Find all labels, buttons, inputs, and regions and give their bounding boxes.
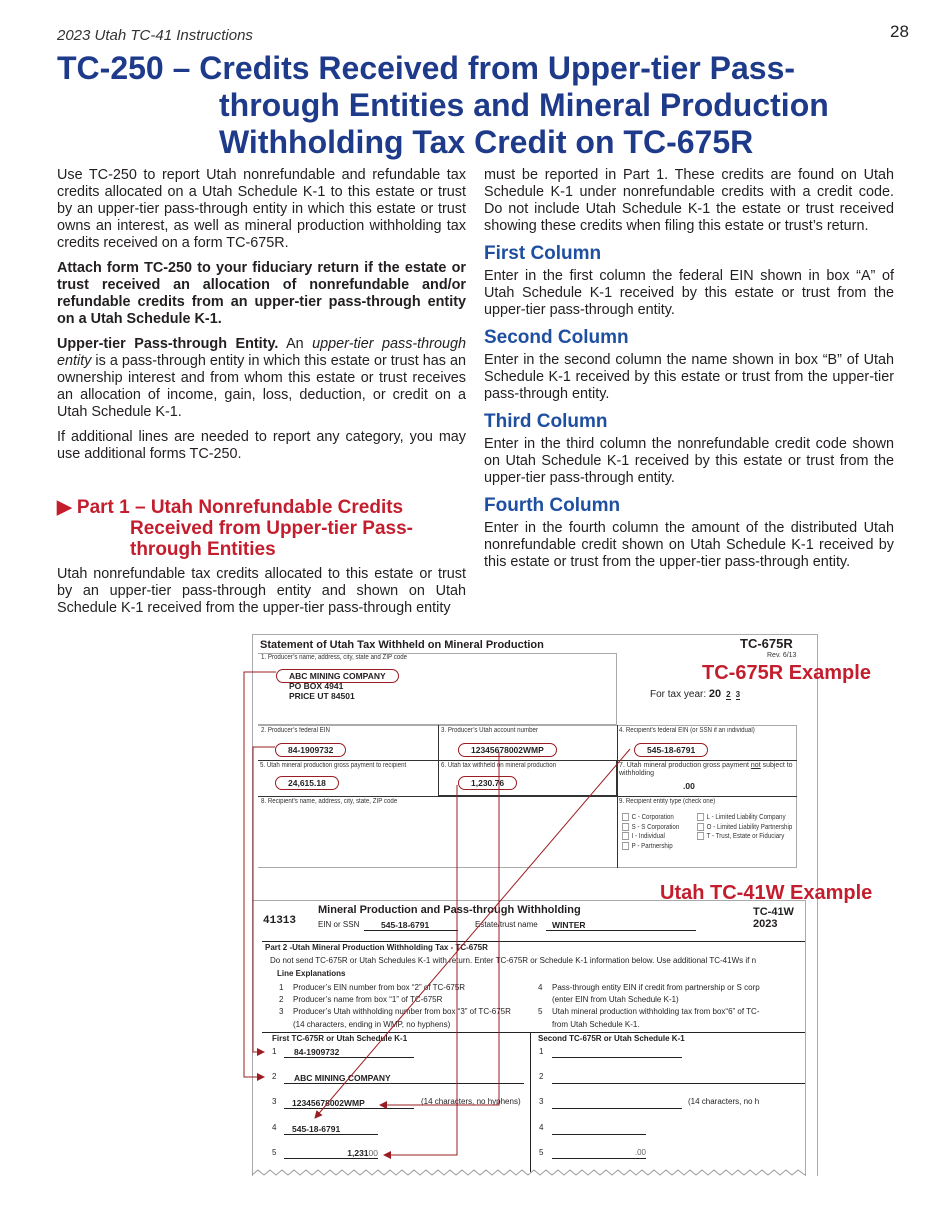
tax-year-label: For tax year: bbox=[650, 689, 707, 700]
entity-type: C - Corporation bbox=[631, 814, 674, 821]
producer-address: PO BOX 4941 bbox=[289, 681, 344, 691]
t: Producer’s Utah withholding number from box “3” of TC-675R bbox=[293, 1007, 511, 1017]
t: from Utah Schedule K-1. bbox=[552, 1019, 640, 1029]
t: (14 characters, ending in WMP, no hyphens) bbox=[293, 1019, 451, 1029]
t: Producer’s name from box “1” of TC-675R bbox=[293, 995, 443, 1005]
line-2-field[interactable]: ABC MINING COMPANY bbox=[284, 1073, 524, 1084]
continued-paragraph: must be reported in Part 1. These credits are found on Utah Schedule K-1 under nonrefundable credits with a credit code. Do not include Utah Schedule K-1 the estate or trust received showing these credits when filing this estate or trust’s return. bbox=[484, 167, 894, 234]
entity-type: O - Limited Liability Partnership bbox=[706, 823, 793, 831]
second-column-heading: Second Column bbox=[484, 327, 629, 348]
first-column-text: Enter in the first column the federal EIN shown in box “A” of Utah Schedule K-1 received by this estate or trust from the upper-tier pass-through entity. bbox=[484, 268, 894, 318]
title-line-1: TC-250 – Credits Received from Upper-tier Pass- bbox=[57, 50, 796, 86]
second-line-3-note: (14 characters, no h bbox=[688, 1097, 760, 1106]
tc41w-title: Mineral Production and Pass-through Withholding bbox=[318, 904, 581, 916]
first-column-heading: First Column bbox=[484, 243, 602, 264]
line-3-note: (14 characters, no hyphens) bbox=[421, 1097, 521, 1106]
non-withholding-payment: .00 bbox=[683, 781, 695, 791]
entity-type: L - Limited Liability Company bbox=[706, 814, 786, 821]
entity-type: P - Partnership bbox=[631, 842, 673, 850]
line-explanations-heading: Line Explanations bbox=[277, 969, 346, 978]
producer-account-number: 12345678002WMP bbox=[458, 743, 557, 757]
tc675r-example-label: TC-675R Example bbox=[702, 662, 871, 684]
n: 5 bbox=[538, 1007, 543, 1017]
intro-paragraph: Use TC-250 to report Utah nonrefundable and refundable tax credits allocated on a Utah Schedule K-1 to this estate or trust by an upper-tier pass-through entity in which this estate or trust owns an interest, as well as mineral production withholding tax credits received on a form TC-675R. bbox=[57, 167, 466, 251]
t: Utah mineral production withholding tax from box“6” of TC- bbox=[552, 1007, 760, 1017]
form-number: TC-41W bbox=[753, 906, 794, 918]
third-column-text: Enter in the third column the nonrefundable credit code shown on Utah Schedule K-1 received by this estate or trust from the upper-tier pass-through entity. bbox=[484, 436, 894, 486]
producer-ein: 84-1909732 bbox=[275, 743, 346, 757]
estate-name-field: WINTER bbox=[546, 920, 696, 931]
first-section-heading: First TC-675R or Utah Schedule K-1 bbox=[272, 1034, 408, 1043]
t: Pass-through entity EIN if credit from partnership or S corp bbox=[552, 983, 760, 992]
arrow-ein bbox=[253, 747, 275, 1052]
entity-type: I - Individual bbox=[631, 833, 665, 840]
producer-name: ABC MINING COMPANY bbox=[276, 669, 399, 683]
title-line-2: through Entities and Mineral Production bbox=[219, 87, 829, 123]
page-number: 28 bbox=[890, 22, 909, 41]
t: Producer’s EIN number from box “2” of TC-675R bbox=[293, 983, 466, 992]
box-label: 6. Utah tax withheld on mineral production bbox=[441, 762, 557, 769]
box-label: 8. Recipient’s name, address, city, state, ZIP code bbox=[261, 798, 398, 805]
second-column-text: Enter in the second column the name shown in box “B” of Utah Schedule K-1 received by this estate or trust from the upper-tier pass-through entity. bbox=[484, 352, 894, 402]
year-prefix: 20 bbox=[708, 688, 722, 700]
box-label: 1. Producer’s name, address, city, state and ZIP code bbox=[261, 654, 408, 661]
text: An bbox=[278, 336, 313, 352]
heading-line: Received from Upper-tier Pass- bbox=[130, 518, 413, 539]
cents: 00 bbox=[368, 1148, 378, 1158]
n: 1 bbox=[279, 983, 284, 992]
term-italic: upper-tier pass-through entity bbox=[57, 336, 466, 369]
tc675r-form-number: TC-675R bbox=[740, 636, 793, 651]
ein-label: EIN or SSN bbox=[318, 920, 360, 929]
additional-lines-paragraph: If additional lines are needed to report any category, you may use additional forms TC-250. bbox=[57, 429, 466, 462]
entity-type: T - Trust, Estate or Fiduciary bbox=[706, 833, 785, 840]
form-code: 41313 bbox=[263, 915, 297, 927]
t: subject to withholding bbox=[619, 762, 793, 777]
estate-name-label: Estate/trust name bbox=[475, 920, 538, 929]
ein-field: 545-18-6791 bbox=[364, 920, 458, 931]
box-label: 9. Recipient entity type (check one) bbox=[619, 798, 716, 805]
second-section-heading: Second TC-675R or Utah Schedule K-1 bbox=[538, 1034, 685, 1043]
t: 7. Utah mineral production gross payment bbox=[619, 762, 751, 769]
arrow-withheld bbox=[384, 785, 457, 1155]
box-label: 4. Recipient’s federal EIN (or SSN if an individual) bbox=[619, 727, 755, 734]
form-year: 2023 bbox=[753, 918, 778, 930]
tc41w-example-label: Utah TC-41W Example bbox=[660, 882, 873, 904]
tc675r-revision: Rev. 6/13 bbox=[767, 652, 797, 659]
text: is a pass-through entity in which this estate or trust has an ownership interest and from whom this estate or trust receives an allocation of income, gain, loss, deduction, or credit on a Utah Schedule K-1. bbox=[57, 353, 466, 420]
part-2-note: Do not send TC-675R or Utah Schedules K-1 with return. Enter TC-675R or Schedule K-1 information below. Use additional TC-41Ws if n bbox=[270, 956, 757, 965]
heading-line: through Entities bbox=[130, 539, 276, 560]
n: 4 bbox=[538, 983, 543, 992]
arrow-account bbox=[380, 752, 499, 1105]
year-digit: 2 bbox=[726, 690, 731, 699]
arrow-recipient-ein bbox=[315, 749, 630, 1118]
title-line-3: Withholding Tax Credit on TC-675R bbox=[219, 124, 754, 160]
line-3-field[interactable]: 12345678002WMP bbox=[284, 1098, 414, 1109]
heading-line: ▶ Part 1 – Utah Nonrefundable Credits bbox=[57, 497, 404, 518]
line-4-field[interactable]: 545-18-6791 bbox=[284, 1124, 378, 1135]
part-1-paragraph: Utah nonrefundable tax credits allocated to this estate or trust by an upper-tier pass-through entity and shown on Utah Schedule K-1 received from the upper-tier pass-through entity bbox=[57, 566, 466, 616]
year-digit: 3 bbox=[735, 690, 741, 699]
fourth-column-text: Enter in the fourth column the amount of the distributed Utah nonrefundable credit shown on Utah Schedule K-1 received by this estate or trust from the upper-tier pass-through entity. bbox=[484, 520, 894, 570]
second-line-5-field[interactable]: .00 bbox=[552, 1148, 646, 1159]
line-1-field[interactable]: 84-1909732 bbox=[284, 1047, 414, 1058]
recipient-ein: 545-18-6791 bbox=[634, 743, 708, 757]
running-header: 2023 Utah TC-41 Instructions bbox=[57, 27, 253, 44]
tax-withheld: 1,230.76 bbox=[458, 776, 517, 790]
box-label: 2. Producer’s federal EIN bbox=[261, 727, 330, 734]
fourth-column-heading: Fourth Column bbox=[484, 495, 621, 516]
torn-edge bbox=[252, 1170, 805, 1175]
definition-term: Upper-tier Pass-through Entity. bbox=[57, 336, 279, 352]
attach-instruction: Attach form TC-250 to your fiduciary return if the estate or trust received an allocation of nonrefundable and/or refundable credits from an upper-tier pass-through entity on a Utah Schedule K-1. bbox=[57, 260, 466, 327]
arrow-name bbox=[244, 672, 276, 1077]
box-label: 3. Producer’s Utah account number bbox=[441, 727, 539, 734]
third-column-heading: Third Column bbox=[484, 411, 608, 432]
tc675r-title: Statement of Utah Tax Withheld on Mineral Production bbox=[260, 639, 544, 651]
n: 3 bbox=[279, 1007, 284, 1017]
entity-type: S - S Corporation bbox=[631, 823, 680, 831]
box-label: 5. Utah mineral production gross payment to recipient bbox=[260, 762, 407, 769]
producer-city: PRICE UT 84501 bbox=[289, 691, 355, 701]
part-2-heading: Part 2 -Utah Mineral Production Withholding Tax - TC-675R bbox=[265, 943, 488, 952]
t: (enter EIN from Utah Schedule K-1) bbox=[552, 995, 679, 1005]
gross-payment: 24,615.18 bbox=[275, 776, 339, 790]
n: 2 bbox=[279, 995, 284, 1005]
t: not bbox=[750, 762, 761, 769]
dollars: 1,231 bbox=[347, 1148, 369, 1158]
